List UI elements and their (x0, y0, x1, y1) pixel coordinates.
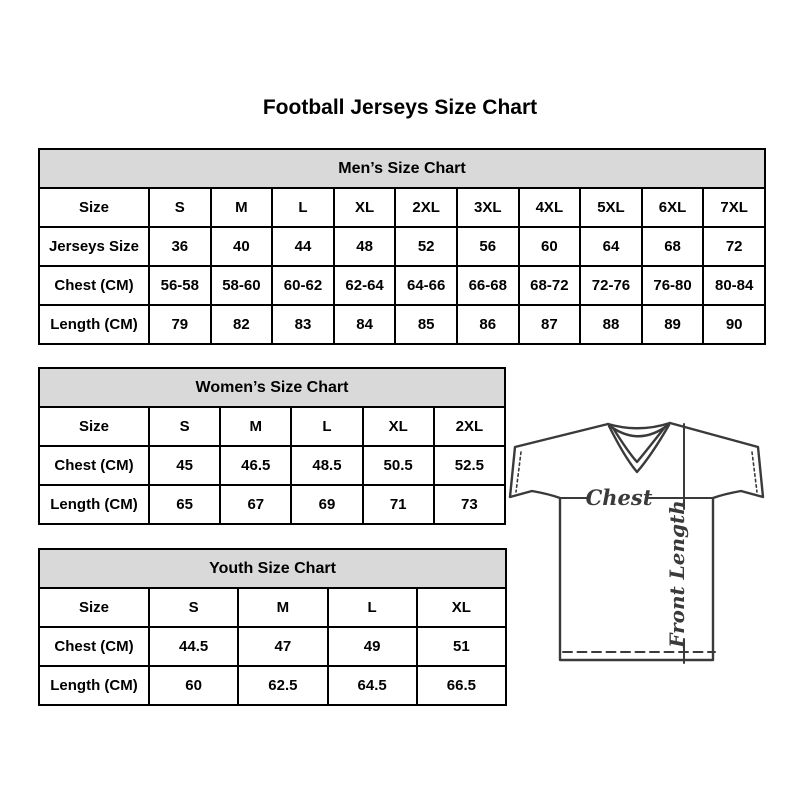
youth-size-table (38, 548, 507, 706)
table-cell: 84 (334, 305, 396, 344)
table-cell: 69 (291, 485, 362, 524)
table-cell: 60 (519, 227, 581, 266)
table-cell: 72 (703, 227, 765, 266)
jersey-outline (510, 423, 763, 660)
column-header-cell: M (238, 588, 327, 627)
column-header-cell: S (149, 188, 211, 227)
row-label-cell: Chest (CM) (39, 627, 149, 666)
column-header-cell: XL (334, 188, 396, 227)
table-cell: 47 (238, 627, 327, 666)
table-cell: 87 (519, 305, 581, 344)
table-cell: 56 (457, 227, 519, 266)
column-header-cell: 5XL (580, 188, 642, 227)
table-cell: 88 (580, 305, 642, 344)
section-title-cell: Youth Size Chart (39, 549, 506, 588)
column-header-cell: Size (39, 407, 149, 446)
column-header-cell: 6XL (642, 188, 704, 227)
column-header-cell: XL (417, 588, 506, 627)
row-label-cell: Length (CM) (39, 305, 149, 344)
table-cell: 51 (417, 627, 506, 666)
table-row (39, 446, 505, 485)
table-cell: 72-76 (580, 266, 642, 305)
column-header-cell: XL (363, 407, 434, 446)
table-row (39, 227, 765, 266)
column-header-cell: M (211, 188, 273, 227)
table-cell: 45 (149, 446, 220, 485)
column-header-cell: Size (39, 588, 149, 627)
column-header-row (39, 407, 505, 446)
table-cell: 44 (272, 227, 334, 266)
row-label-cell: Chest (CM) (39, 446, 149, 485)
table-cell: 80-84 (703, 266, 765, 305)
column-header-cell: L (328, 588, 417, 627)
section-header-row (39, 149, 765, 188)
table-cell: 90 (703, 305, 765, 344)
column-header-cell: 2XL (395, 188, 457, 227)
table-cell: 36 (149, 227, 211, 266)
mens-size-table (38, 148, 766, 345)
table-cell: 83 (272, 305, 334, 344)
column-header-cell: 7XL (703, 188, 765, 227)
table-cell: 40 (211, 227, 273, 266)
row-label-cell: Length (CM) (39, 666, 149, 705)
table-cell: 66-68 (457, 266, 519, 305)
table-row (39, 485, 505, 524)
table-row (39, 666, 506, 705)
column-header-cell: L (291, 407, 362, 446)
table-cell: 76-80 (642, 266, 704, 305)
section-title-cell: Men’s Size Chart (39, 149, 765, 188)
table-cell: 62-64 (334, 266, 396, 305)
page-title: Football Jerseys Size Chart (262, 96, 538, 119)
column-header-row (39, 588, 506, 627)
section-title-cell: Women’s Size Chart (39, 368, 505, 407)
table-cell: 62.5 (238, 666, 327, 705)
table-cell: 52.5 (434, 446, 505, 485)
table-cell: 73 (434, 485, 505, 524)
column-header-cell: M (220, 407, 291, 446)
table-cell: 58-60 (211, 266, 273, 305)
table-row (39, 266, 765, 305)
section-header-row (39, 368, 505, 407)
table-cell: 67 (220, 485, 291, 524)
table-row (39, 305, 765, 344)
row-label-cell: Jerseys Size (39, 227, 149, 266)
table-cell: 56-58 (149, 266, 211, 305)
table-cell: 50.5 (363, 446, 434, 485)
column-header-row (39, 188, 765, 227)
table-cell: 52 (395, 227, 457, 266)
table-cell: 89 (642, 305, 704, 344)
column-header-cell: S (149, 588, 238, 627)
table-cell: 60-62 (272, 266, 334, 305)
table-cell: 48.5 (291, 446, 362, 485)
collar-top-line (608, 423, 670, 428)
table-cell: 49 (328, 627, 417, 666)
column-header-cell: 4XL (519, 188, 581, 227)
table-cell: 44.5 (149, 627, 238, 666)
table-cell: 48 (334, 227, 396, 266)
table-cell: 64-66 (395, 266, 457, 305)
table-cell: 64 (580, 227, 642, 266)
column-header-cell: 3XL (457, 188, 519, 227)
table-row (39, 627, 506, 666)
table-cell: 82 (211, 305, 273, 344)
section-header-row (39, 549, 506, 588)
table-cell: 60 (149, 666, 238, 705)
table-cell: 79 (149, 305, 211, 344)
table-cell: 66.5 (417, 666, 506, 705)
table-cell: 71 (363, 485, 434, 524)
right-cuff-dashed-line (752, 452, 757, 492)
left-cuff-dashed-line (516, 452, 521, 492)
womens-size-table (38, 367, 506, 525)
table-cell: 68-72 (519, 266, 581, 305)
table-cell: 65 (149, 485, 220, 524)
column-header-cell: Size (39, 188, 149, 227)
table-cell: 46.5 (220, 446, 291, 485)
column-header-cell: L (272, 188, 334, 227)
table-cell: 86 (457, 305, 519, 344)
row-label-cell: Length (CM) (39, 485, 149, 524)
column-header-cell: 2XL (434, 407, 505, 446)
table-cell: 64.5 (328, 666, 417, 705)
table-cell: 68 (642, 227, 704, 266)
column-header-cell: S (149, 407, 220, 446)
chest-label: Chest (585, 485, 653, 510)
row-label-cell: Chest (CM) (39, 266, 149, 305)
jersey-diagram-icon (505, 410, 775, 668)
front-length-label: Front Length (665, 500, 689, 648)
table-cell: 85 (395, 305, 457, 344)
